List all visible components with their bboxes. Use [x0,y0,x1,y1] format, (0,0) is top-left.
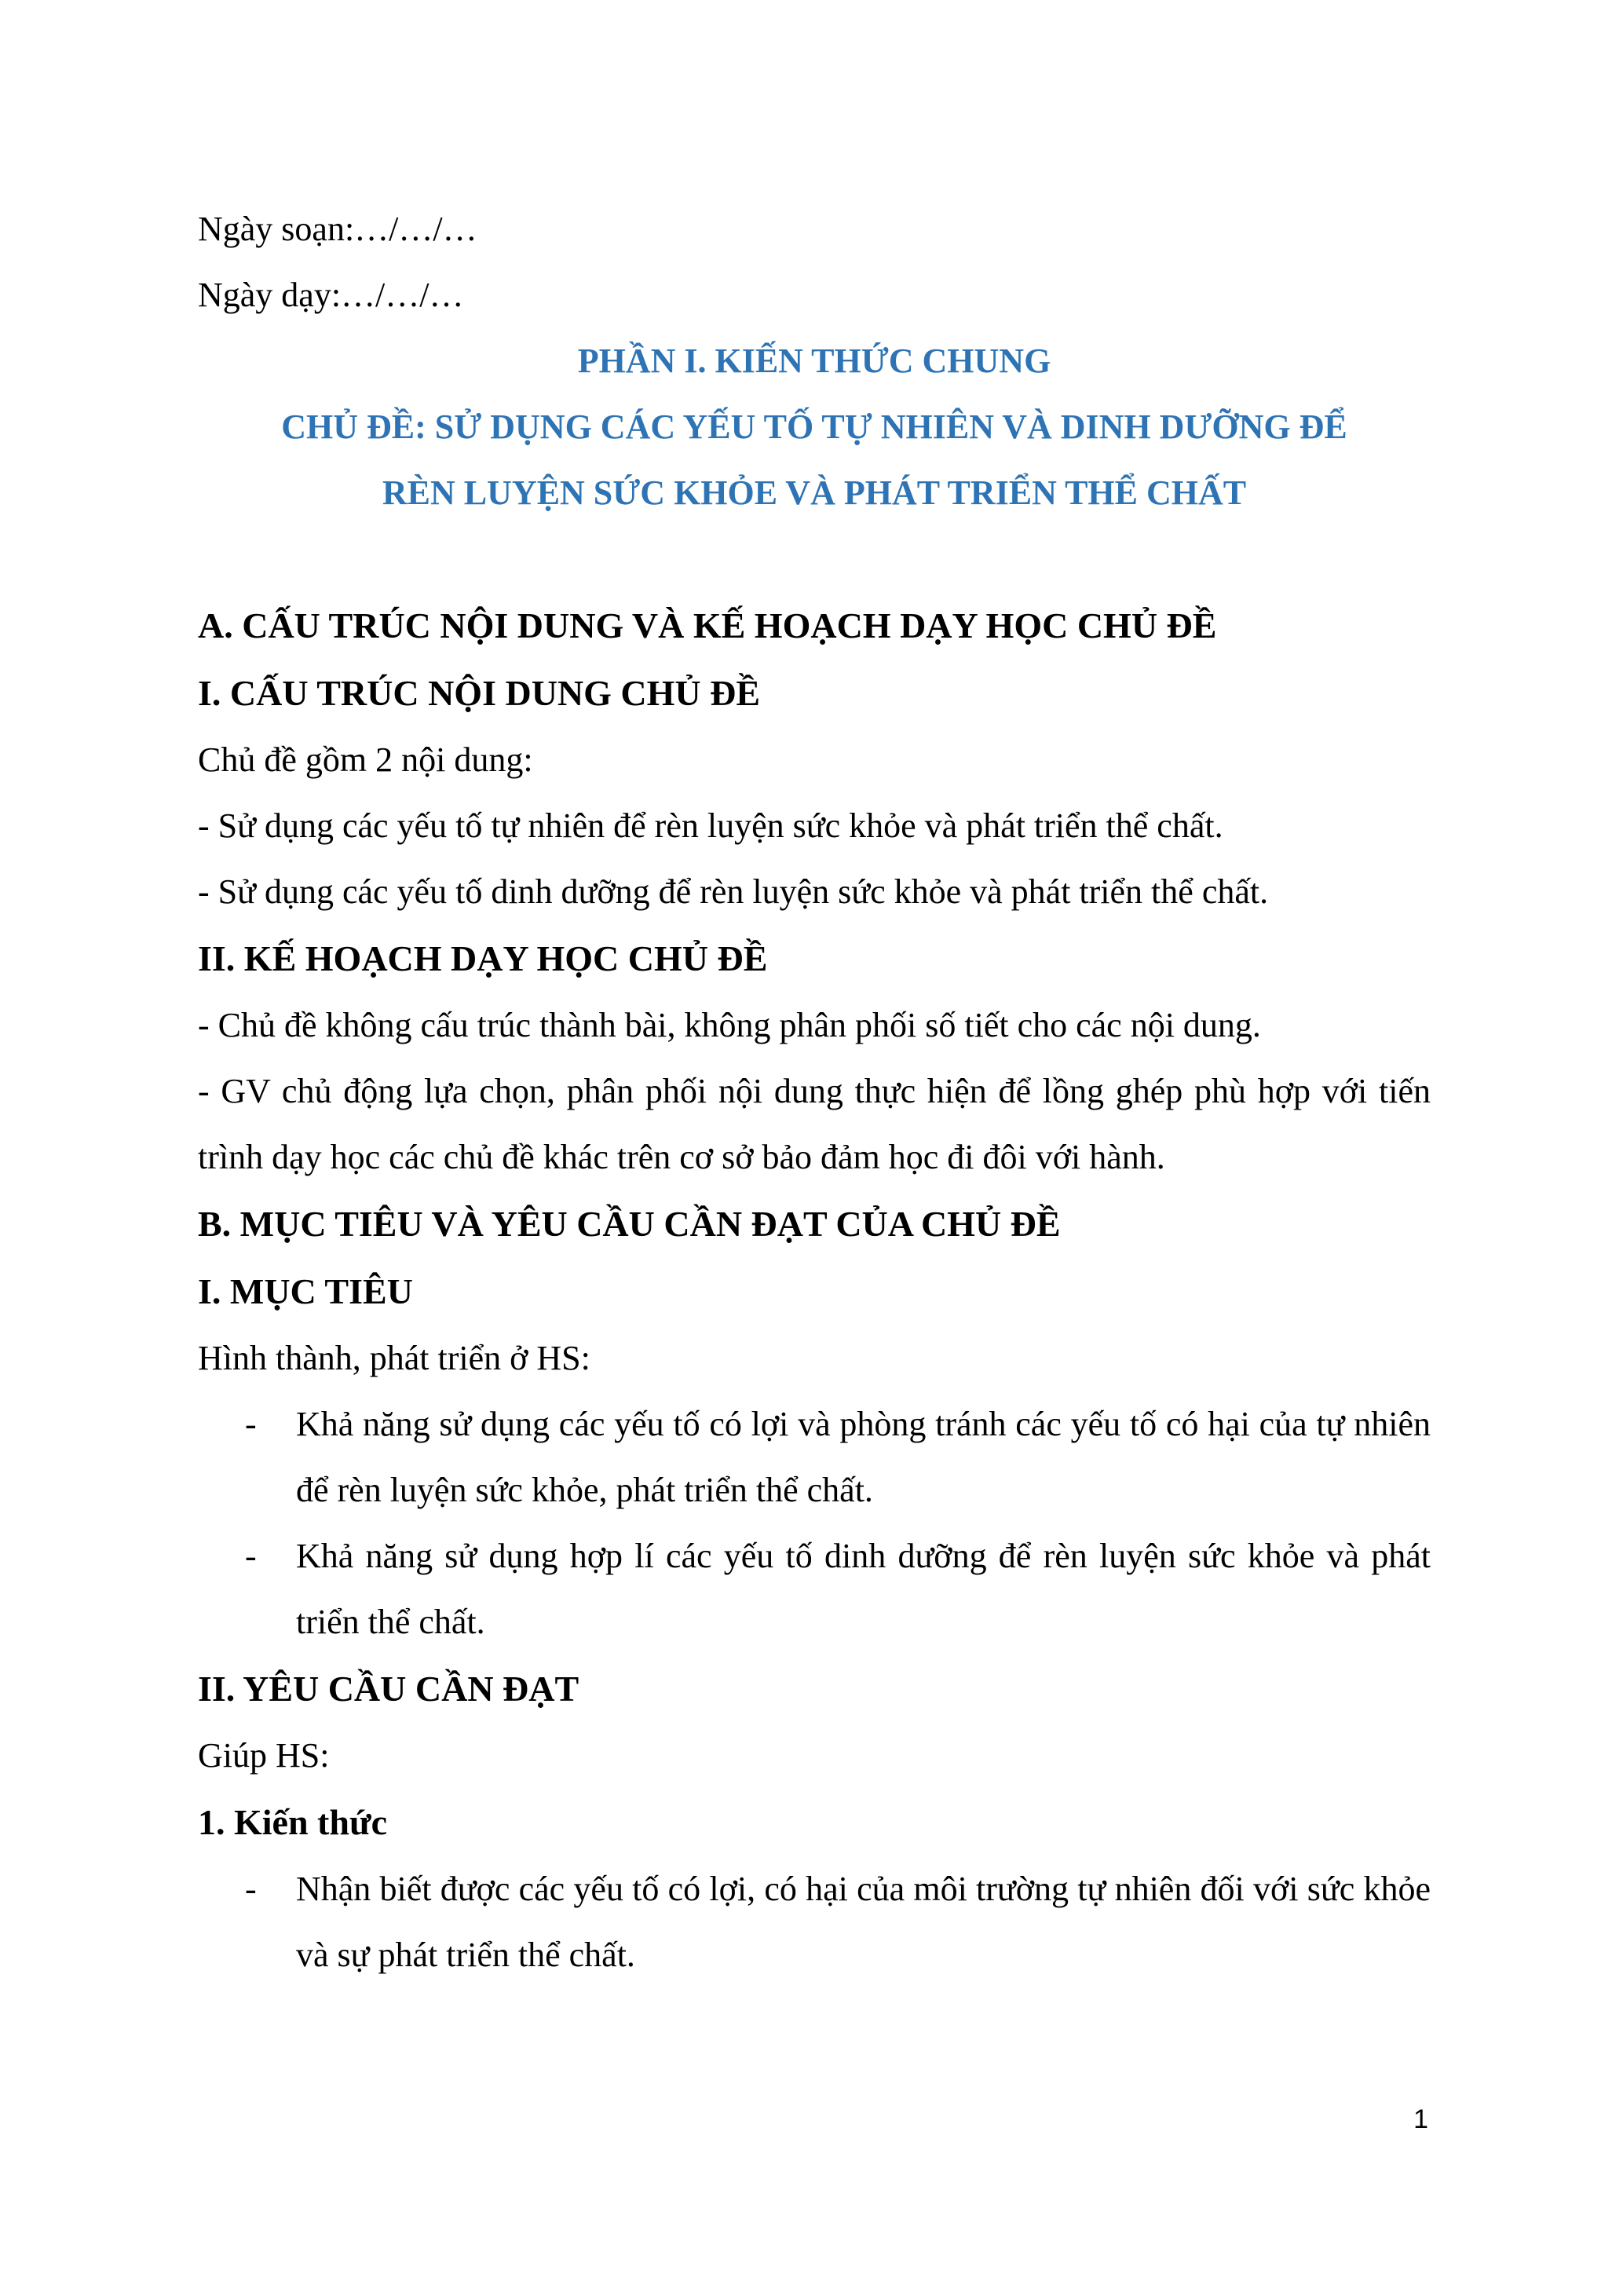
part-title: PHẦN I. KIẾN THỨC CHUNG [577,342,1051,380]
section-b-heading: B. MỤC TIÊU VÀ YÊU CẦU CẦN ĐẠT CỦA CHỦ ĐỀ [198,1204,1061,1244]
section-b-sub2-heading: II. YÊU CẦU CẦN ĐẠT [198,1669,579,1709]
section-spacer [198,526,1431,592]
section-a-heading: A. CẤU TRÚC NỘI DUNG VÀ KẾ HOẠCH DẠY HỌC CHỦ ĐỀ [198,605,1217,645]
list-item [198,1391,1431,1523]
section-a-sub2-item2: - GV chủ động lựa chọn, phân phối nội dung thực hiện để lồng ghép phù hợp với tiến trình dạy học các chủ đề khác trên cơ sở bảo đảm học đi đôi với hành. [198,1072,1431,1176]
bullet-dash: - [245,1870,257,1908]
section-b-sub1-heading: I. MỤC TIÊU [198,1271,413,1311]
document-page [198,196,1431,1988]
section-a-sub1-intro: Chủ đề gồm 2 nội dung: [198,740,533,779]
section-b-sub1-intro: Hình thành, phát triển ở HS: [198,1339,590,1377]
knowledge-bullet-1: Nhận biết được các yếu tố có lợi, có hại của môi trường tự nhiên đối với sức khỏe và sự phát triển thể chất. [296,1870,1431,1974]
knowledge-heading: 1. Kiến thức [198,1802,387,1842]
section-a-sub2-item1: - Chủ đề không cấu trúc thành bài, không phân phối số tiết cho các nội dung. [198,1006,1261,1044]
section-a-sub2-heading: II. KẾ HOẠCH DẠY HỌC CHỦ ĐỀ [198,938,768,978]
objective-bullet-2: Khả năng sử dụng hợp lí các yếu tố dinh dưỡng để rèn luyện sức khỏe và phát triển thể chất. [296,1537,1431,1641]
page-number: 1 [1413,2104,1428,2134]
section-b-sub2-intro: Giúp HS: [198,1736,330,1775]
lesson-prep-date: Ngày soạn:…/…/… [198,210,477,248]
section-a-sub1-heading: I. CẤU TRÚC NỘI DUNG CHỦ ĐỀ [198,673,761,713]
lesson-teach-date: Ngày dạy:…/…/… [198,276,464,314]
bullet-dash: - [245,1405,257,1443]
topic-title-line2: RÈN LUYỆN SỨC KHỎE VÀ PHÁT TRIỂN THỂ CHẤT [382,473,1247,512]
list-item [198,1856,1431,1988]
section-a-sub1-item2: - Sử dụng các yếu tố dinh dưỡng để rèn luyện sức khỏe và phát triển thể chất. [198,872,1269,911]
topic-title-line1: CHỦ ĐỀ: SỬ DỤNG CÁC YẾU TỐ TỰ NHIÊN VÀ DINH DƯỠNG ĐỂ [281,408,1347,446]
bullet-dash: - [245,1537,257,1575]
list-item [198,1523,1431,1655]
objective-bullet-1: Khả năng sử dụng các yếu tố có lợi và phòng tránh các yếu tố có hại của tự nhiên để rèn luyện sức khỏe, phát triển thể chất. [296,1405,1431,1509]
section-a-sub1-item1: - Sử dụng các yếu tố tự nhiên để rèn luyện sức khỏe và phát triển thể chất. [198,806,1223,845]
